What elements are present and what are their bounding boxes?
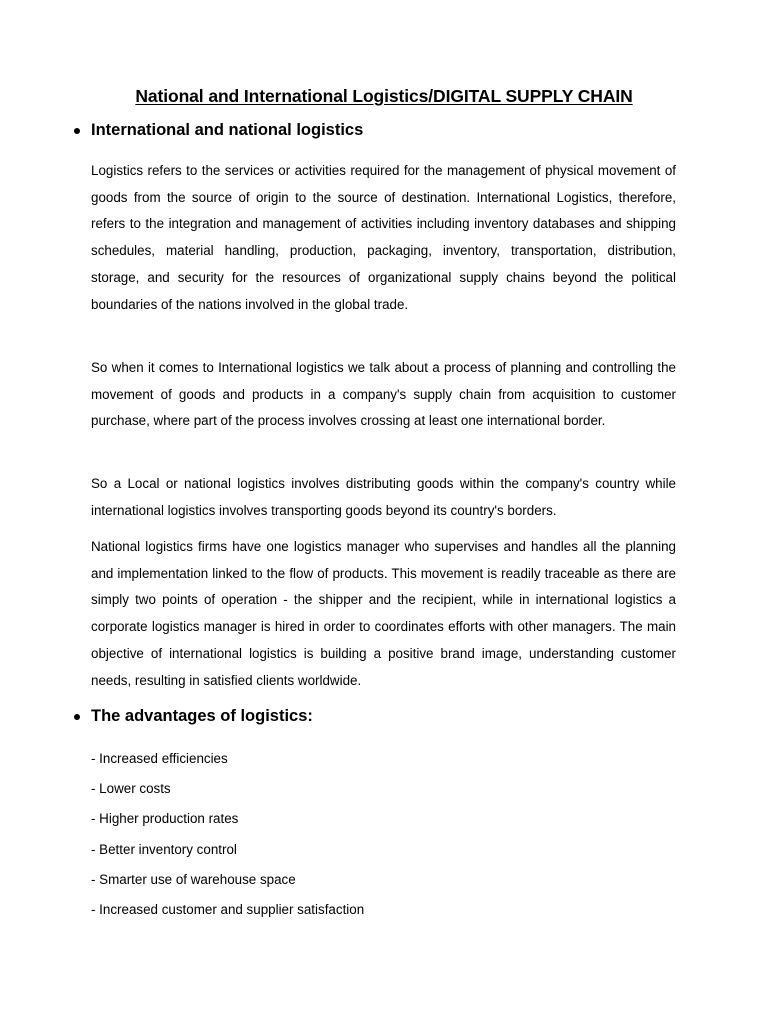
- document-title: National and International Logistics/DIGITAL SUPPLY CHAIN: [135, 86, 633, 106]
- paragraph-international: So when it comes to International logistics we talk about a process of planning and controlling the movement of goods and products in a company's supply chain from acquisition to customer purchase, where part of the process involves crossing at least one international border.: [91, 360, 676, 429]
- paragraph-definition: Logistics refers to the services or activities required for the management of physical movement of goods from the source of origin to the source of destination. International Logistics, therefore, refers to the integration and management of activities including inventory databases and shipping schedules, material handling, production, packaging, inventory, transportation, distribution, storage, and security for the resources of organizational supply chains beyond the political boundaries of the nations involved in the global trade.: [91, 163, 676, 312]
- section-heading-label: International and national logistics: [91, 121, 364, 139]
- paragraph-managers: National logistics firms have one logistics manager who supervises and handles all the planning and implementation linked to the flow of products. This movement is readily traceable as there are simply two points of operation - the shipper and the recipient, while in international logistics a corporate logistics manager is hired in order to coordinates efforts with other managers. The main objective of international logistics is building a positive brand image, understanding customer needs, resulting in satisfied clients worldwide.: [91, 539, 676, 688]
- section-heading-label: The advantages of logistics:: [91, 707, 313, 725]
- list-item: - Increased customer and supplier satisfaction: [91, 901, 365, 917]
- bullet-icon: [74, 714, 80, 720]
- list-item: - Smarter use of warehouse space: [91, 871, 296, 887]
- list-item: - Better inventory control: [91, 841, 237, 857]
- section-heading-logistics: [74, 121, 363, 140]
- advantages-list: [91, 744, 364, 925]
- bullet-icon: [74, 128, 80, 134]
- paragraph-national: So a Local or national logistics involves distributing goods within the company's country while international logistics involves transporting goods beyond its country's borders.: [91, 476, 676, 518]
- list-item: - Increased efficiencies: [91, 751, 228, 766]
- section-heading-advantages: [74, 707, 313, 726]
- list-item: - Lower costs: [91, 781, 171, 797]
- list-item: - Higher production rates: [91, 811, 239, 827]
